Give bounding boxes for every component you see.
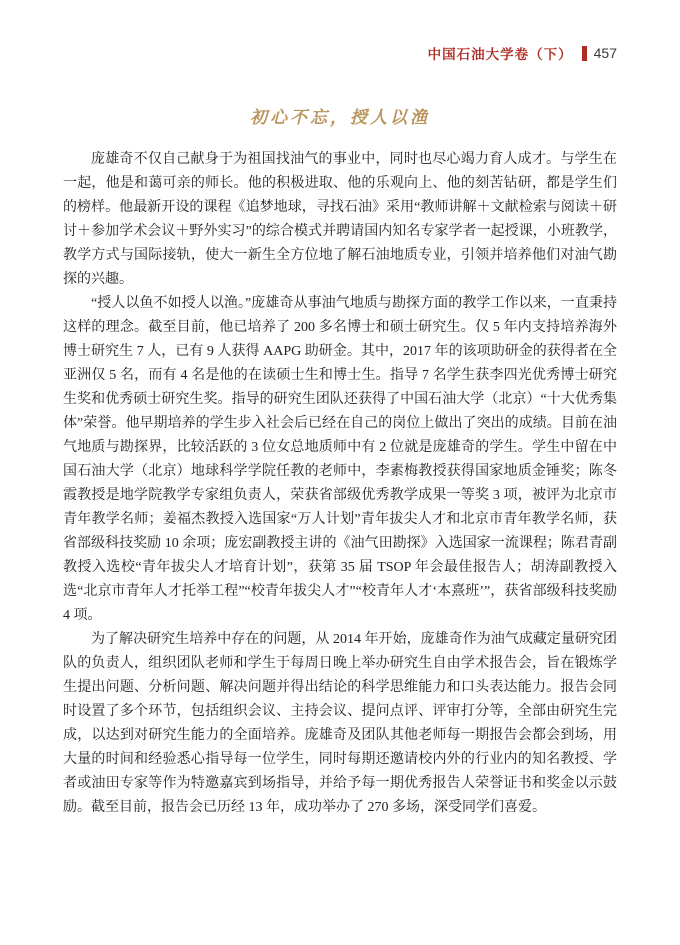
- paragraph-1: 庞雄奇不仅自己献身于为祖国找油气的事业中，同时也尽心竭力育人成才。与学生在一起，他是和蔼可亲的师长。他的积极进取、他的乐观向上、他的刻苦钻研，都是学生们的榜样。他最新开设的课程《追梦地球，寻找石油》采用“教师讲解＋文献检索与阅读＋研讨＋参加学术会议＋野外实习”的综合模式并聘请国内知名专家学者一起授课，小班教学，教学方式与国际接轨，使大一新生全方位地了解石油地质专业，引领并培养他们对油气勘探的兴趣。: [63, 152, 617, 287]
- section-title: 初心不忘，授人以渔: [250, 108, 430, 127]
- running-head-title: 中国石油大学卷（下）: [427, 47, 573, 62]
- paragraph-2: “授人以鱼不如授人以渔。”庞雄奇从事油气地质与勘探方面的教学工作以来，一直秉持这样的理念。截至目前，他已培养了 200 多名博士和硕士研究生。仅 5 年内支持培养海外博士研究生 7 人，已有 9 人获得 AAPG 助研金。其中，2017 年的该项助研金的获得者在全亚洲仅 5 名，而有 4 名是他的在读硕士生和博士生。指导 7 名学生获李四光优秀博士研究生奖和优秀硕士研究生奖。指导的研究生团队还获得了中国石油大学（北京）“十大优秀集体”荣誉。他早期培养的学生步入社会后已经在自己的岗位上做出了突出的成绩。目前在油气地质与勘探界，比较活跃的 3 位女总地质师中有 2 位就是庞雄奇的学生。学生中留在中国石油大学（北京）地球科学学院任教的老师中，李素梅教授获得国家地质金锤奖；陈冬霞教授是地学院教学专家组负责人，荣获省部级优秀教学成果一等奖 3 项，被评为北京市青年教学名师；姜福杰教授入选国家“万人计划”青年拔尖人才和北京市青年教学名师，获省部级科技奖励 10 余项；庞宏副教授主讲的《油气田勘探》入选国家一流课程；陈君青副教授入选校“青年拔尖人才培育计划”，获第 35 届 TSOP 年会最佳报告人；胡涛副教授入选“北京市青年人才托举工程”“校青年拔尖人才”“校青年人才‘本熹班’”，获省部级科技奖励 4 项。: [63, 296, 617, 623]
- header-divider-bar: [582, 46, 587, 61]
- page-header: [63, 44, 617, 62]
- page-number: 457: [593, 45, 617, 61]
- paragraph-3: 为了解决研究生培养中存在的问题，从 2014 年开始，庞雄奇作为油气成藏定量研究团队的负责人，组织团队老师和学生于每周日晚上举办研究生自由学术报告会，旨在锻炼学生提出问题、分析问题、解决问题并得出结论的科学思维能力和口头表达能力。报告会同时设置了多个环节，包括组织会议、主持会议、提问点评、评审打分等，全部由研究生完成，以达到对研究生能力的全面培养。庞雄奇及团队其他老师每一期报告会都会到场，用大量的时间和经验悉心指导每一位学生，同时每期还邀请校内外的行业内的知名教授、学者或油田专家等作为特邀嘉宾到场指导，并给予每一期优秀报告人荣誉证书和奖金以示鼓励。截至目前，报告会已历经 13 年，成功举办了 270 多场，深受同学们喜爱。: [63, 632, 617, 815]
- article-body: [63, 148, 617, 820]
